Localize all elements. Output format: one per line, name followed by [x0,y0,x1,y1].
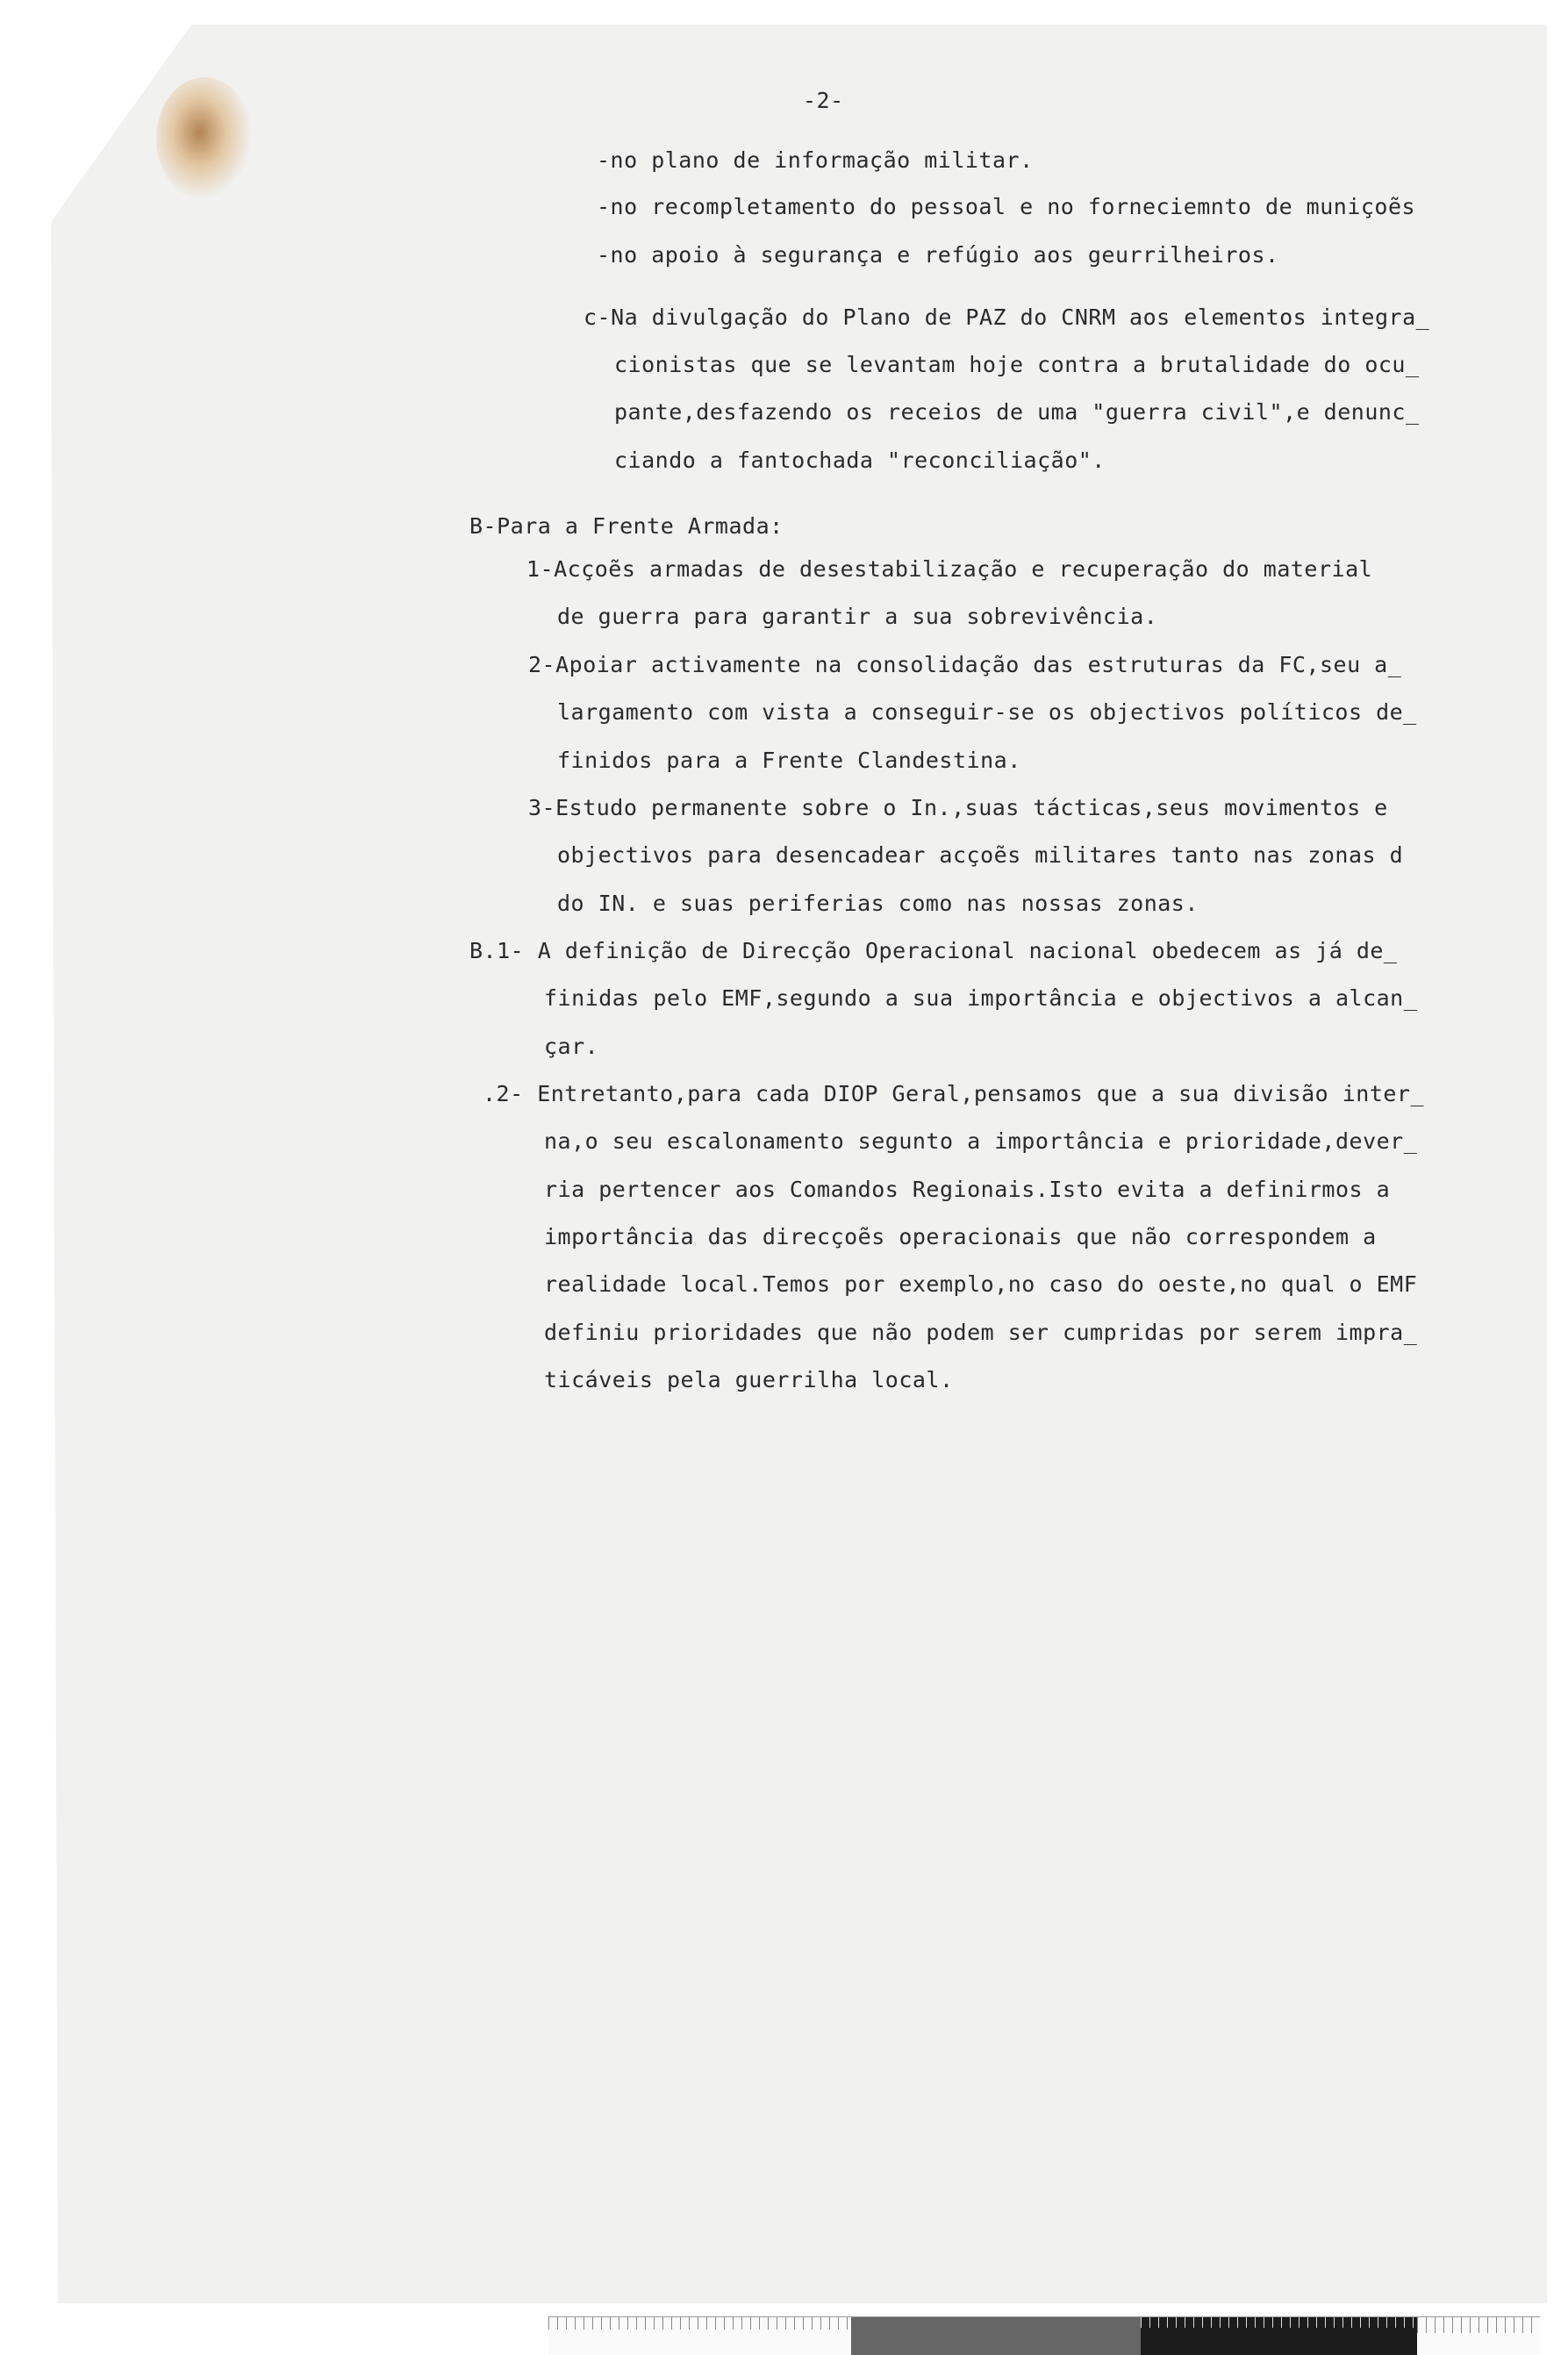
text-line: de guerra para garantir a sua sobrevivência. [557,604,1158,629]
text-line: realidade local.Temos por exemplo,no caso do oeste,no qual o EMF [544,1271,1418,1297]
text-line: finidos para a Frente Clandestina. [557,748,1021,773]
text-line: ticáveis pela guerrilha local. [544,1367,954,1392]
ruler-black-segment [1141,2317,1417,2355]
ruler-white-segment [548,2317,851,2355]
text-line: finidas pelo EMF,segundo a sua importância e objectivos a alcan_ [544,985,1418,1011]
section-heading: B-Para a Frente Armada: [469,513,784,539]
text-line: -no plano de informação militar. [597,147,1034,173]
text-line: B.1- A definição de Direcção Operacional nacional obedecem as já de_ [469,938,1398,963]
text-line: cionistas que se levantam hoje contra a brutalidade do ocu_ [614,352,1420,377]
page-number: -2- [803,88,844,113]
text-line: çar. [544,1034,599,1059]
text-line: do IN. e suas periferias como nas nossas zonas. [557,891,1199,916]
text-line: importância das direcçoẽs operacionais que não correspondem a [544,1224,1377,1249]
text-line: c-Na divulgação do Plano de PAZ do CNRM aos elementos integra_ [584,304,1430,330]
text-line: 2-Apoiar activamente na consolidação das estruturas da FC,seu a_ [528,652,1402,677]
text-line: definiu prioridades que não podem ser cumpridas por serem impra_ [544,1320,1418,1345]
text-line: ria pertencer aos Comandos Regionais.Isto evita a definirmos a [544,1177,1391,1202]
ruler-grey-segment [851,2317,1141,2355]
text-line: objectivos para desencadear acçoẽs militares tanto nas zonas d [557,842,1404,868]
ruler-end-segment [1417,2317,1540,2355]
text-line: na,o seu escalonamento segunto a importância e prioridade,dever_ [544,1128,1418,1154]
text-line: 1-Acçoẽs armadas de desestabilização e recuperação do material [526,556,1373,582]
text-line: -no recompletamento do pessoal e no forneciemnto de muniçoẽs [597,194,1416,219]
text-line: 3-Estudo permanente sobre o In.,suas tácticas,seus movimentos e [528,795,1388,820]
text-line: .2- Entretanto,para cada DIOP Geral,pensamos que a sua divisão inter_ [483,1081,1425,1106]
scale-ruler [548,2316,1540,2355]
text-line: ciando a fantochada "reconciliação". [614,447,1106,473]
text-line: pante,desfazendo os receios de uma "guerra civil",e denunc_ [614,399,1420,425]
text-line: -no apoio à segurança e refúgio aos geurrilheiros. [597,242,1279,268]
text-line: largamento com vista a conseguir-se os objectivos políticos de_ [557,699,1417,725]
